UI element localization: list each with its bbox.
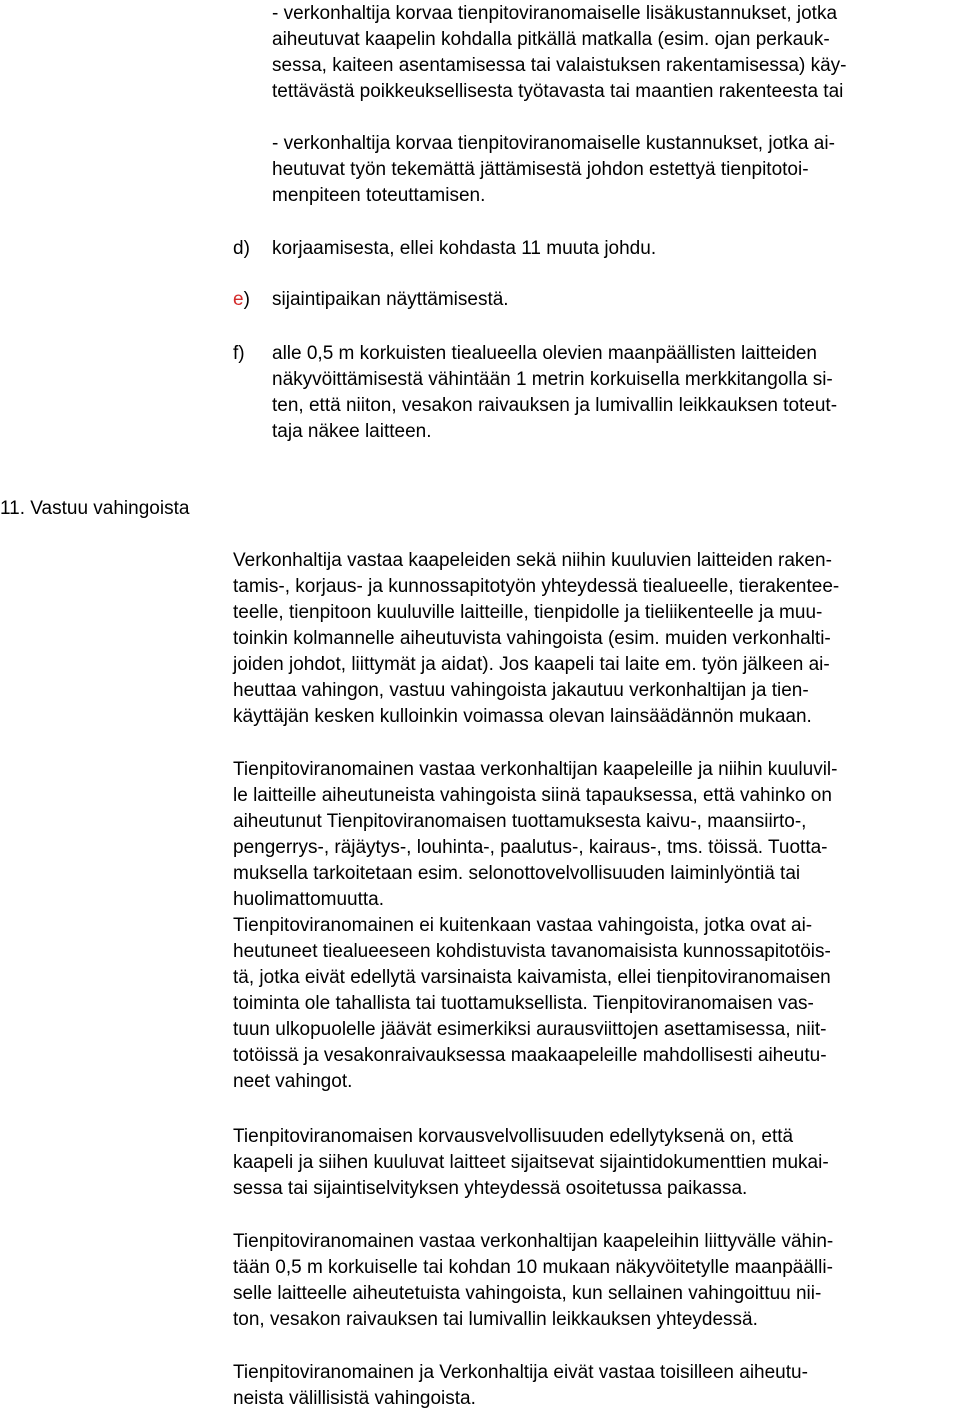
paragraph-2-line-5: muksella tarkoitetaan esim. selonottovelvollisuuden laiminlyöntiä tai (233, 863, 801, 884)
paragraph-3-line-3: sessa tai sijaintiselvityksen yhteydessä osoitetussa paikassa. (233, 1178, 748, 1199)
list-item-f-line-4: taja näkee laitteen. (272, 421, 432, 442)
list-item-d-text: korjaamisesta, ellei kohdasta 11 muuta johdu. (272, 238, 657, 259)
paragraph-4-line-4: ton, vesakon raivauksen tai lumivallin leikkauksen yhteydessä. (233, 1309, 758, 1330)
paragraph-4-line-1: Tienpitoviranomainen vastaa verkonhaltijan kaapeleihin liittyvälle vähin- (233, 1231, 834, 1252)
paragraph-1-line-2: tamis-, korjaus- ja kunnossapitotyön yhteydessä tiealueelle, tierakentee- (233, 576, 840, 597)
paragraph-2-line-10: toiminta ole tahallista tai tuottamuksellista. Tienpitoviranomaisen vas- (233, 993, 814, 1014)
paragraph-5-line-2: neista välillisistä vahingoista. (233, 1388, 476, 1409)
section-heading: 11. Vastuu vahingoista (0, 498, 190, 519)
list-item-e-text: sijaintipaikan näyttämisestä. (272, 289, 509, 310)
paragraph-1-line-5: joiden johdot, liittymät ja aidat). Jos kaapeli tai laite em. työn jälkeen ai- (233, 654, 830, 675)
paragraph-2-line-3: aiheutunut Tienpitoviranomaisen tuottamuksesta kaivu-, maansiirto-, (233, 811, 807, 832)
paragraph-2-line-12: totöissä ja vesakonraivauksessa maakaapeleille mahdollisesti aiheutu- (233, 1045, 827, 1066)
dash-item-2-line-3: menpiteen toteuttamisen. (272, 185, 486, 206)
list-marker-e (233, 287, 250, 313)
paragraph-2-line-2: le laitteille aiheutuneista vahingoista siinä tapauksessa, että vahinko on (233, 785, 832, 806)
list-marker-f: f) (233, 343, 245, 364)
paragraph-1-line-1: Verkonhaltija vastaa kaapeleiden sekä niihin kuuluvien laitteiden raken- (233, 550, 832, 571)
paragraph-2-line-8: heutuneet tiealueeseen kohdistuvista tavanomaisista kunnossapitotöis- (233, 941, 831, 962)
dash-item-1-line-1: - verkonhaltija korvaa tienpitoviranomaiselle lisäkustannukset, jotka (272, 3, 838, 24)
paragraph-4-line-2: tään 0,5 m korkuiselle tai kohdan 10 mukaan näkyvöitetylle maanpäälli- (233, 1257, 833, 1278)
paragraph-1-line-6: heuttaa vahingon, vastuu vahingoista jakautuu verkonhaltijan ja tien- (233, 680, 809, 701)
paragraph-2-line-13: neet vahingot. (233, 1071, 353, 1092)
paragraph-4-line-3: selle laitteelle aiheutetuista vahingoista, kun sellainen vahingoittuu nii- (233, 1283, 822, 1304)
dash-item-2-line-1: - verkonhaltija korvaa tienpitoviranomaiselle kustannukset, jotka ai- (272, 133, 835, 154)
paragraph-2-line-6: huolimattomuutta. (233, 889, 385, 910)
paragraph-2-line-7: Tienpitoviranomainen ei kuitenkaan vastaa vahingoista, jotka ovat ai- (233, 915, 813, 936)
list-item-f-line-2: näkyvöittämisestä vähintään 1 metrin korkuisella merkkitangolla si- (272, 369, 833, 390)
paragraph-3-line-2: kaapeli ja siihen kuuluvat laitteet sijaitsevat sijaintidokumenttien mukai- (233, 1152, 829, 1173)
paragraph-3-line-1: Tienpitoviranomaisen korvausvelvollisuuden edellytyksenä on, että (233, 1126, 794, 1147)
dash-item-1-line-3: sessa, kaiteen asentamisessa tai valaistuksen rakentamisessa) käy- (272, 55, 847, 76)
list-marker-e-paren: ) (243, 289, 250, 310)
dash-item-2-line-2: heutuvat työn tekemättä jättämisestä johdon estettyä tienpitotoi- (272, 159, 809, 180)
paragraph-2-line-9: tä, jotka eivät edellytä varsinaista kaivamista, ellei tienpitoviranomaisen (233, 967, 831, 988)
list-item-f-line-3: ten, että niiton, vesakon raivauksen ja lumivallin leikkauksen toteut- (272, 395, 838, 416)
dash-item-1-line-2: aiheutuvat kaapelin kohdalla pitkällä matkalla (esim. ojan perkauk- (272, 29, 830, 50)
paragraph-2-line-4: pengerrys-, räjäytys-, louhinta-, paalutus-, kairaus-, tms. töissä. Tuotta- (233, 837, 828, 858)
list-item-f-line-1: alle 0,5 m korkuisten tiealueella olevien maanpäällisten laitteiden (272, 343, 817, 364)
paragraph-1-line-4: toinkin kolmannelle aiheutuvista vahingoista (esim. muiden verkonhalti- (233, 628, 831, 649)
list-marker-d: d) (233, 238, 250, 259)
paragraph-2-line-11: tuun ulkopuolelle jäävät esimerkiksi aurausviittojen asettamisessa, niit- (233, 1019, 827, 1040)
paragraph-1-line-7: käyttäjän kesken kulloinkin voimassa olevan lainsäädännön mukaan. (233, 706, 812, 727)
paragraph-1-line-3: teelle, tienpitoon kuuluville laitteille, tienpidolle ja tieliikenteelle ja muu- (233, 602, 823, 623)
paragraph-5-line-1: Tienpitoviranomainen ja Verkonhaltija eivät vastaa toisilleen aiheutu- (233, 1362, 808, 1383)
paragraph-2-line-1: Tienpitoviranomainen vastaa verkonhaltijan kaapeleille ja niihin kuuluvil- (233, 759, 838, 780)
dash-item-1-line-4: tettävästä poikkeuksellisesta työtavasta tai maantien rakenteesta tai (272, 81, 844, 102)
list-marker-e-letter: e (233, 289, 244, 310)
